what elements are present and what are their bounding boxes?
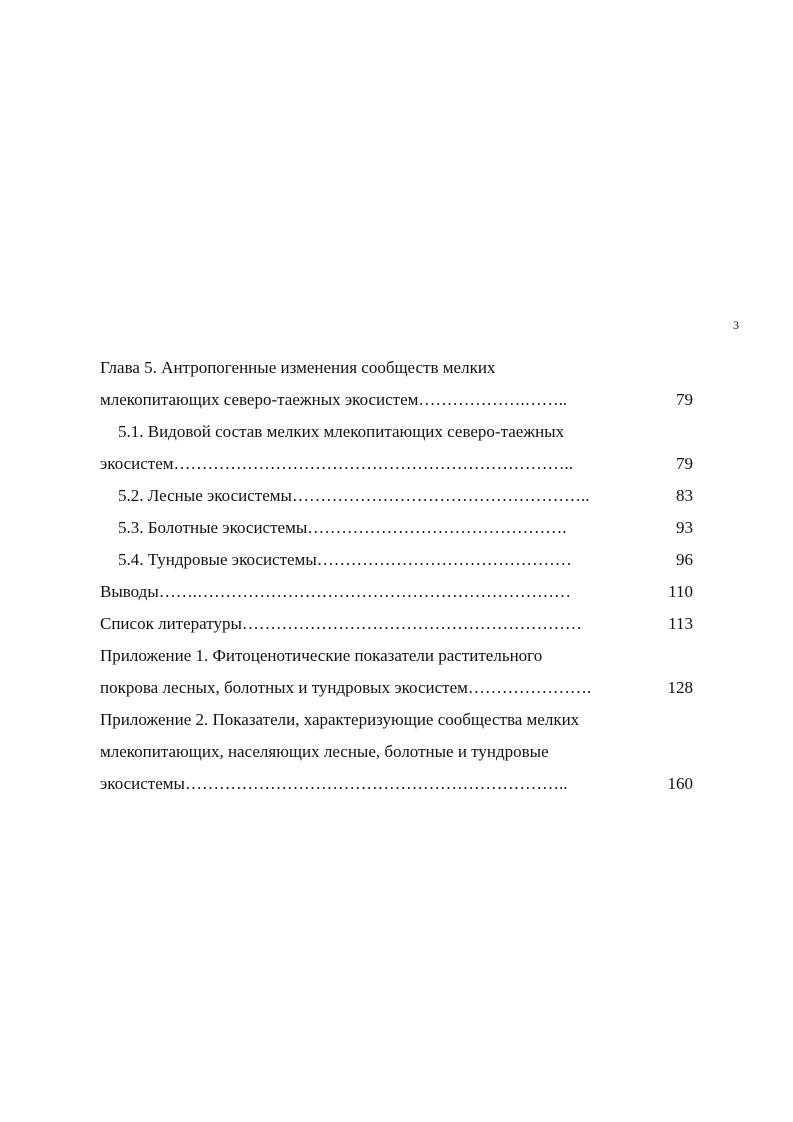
toc-entry-appendix-1 (0, 672, 793, 704)
table-of-contents (0, 352, 793, 800)
toc-entry-page: 110 (668, 582, 693, 601)
toc-entry-text: Приложение 1. Фитоценотические показатели растительного (100, 646, 543, 665)
toc-entry-conclusions (0, 576, 793, 608)
toc-entry-page: 160 (667, 774, 693, 793)
toc-entry-section-5-1 (0, 448, 793, 480)
toc-entry-text: экосистем…………………………………………………………….. (100, 454, 574, 473)
toc-entry-text: 5.4. Тундровые экосистемы……………………………………… (118, 550, 572, 569)
toc-entry-text: Глава 5. Антропогенные изменения сообществ мелких (100, 358, 496, 377)
toc-entry-text: Список литературы…………………………………………………… (100, 614, 582, 633)
toc-entry-page: 113 (668, 614, 693, 633)
toc-entry-text: 5.1. Видовой состав мелких млекопитающих северо-таежных (118, 422, 565, 441)
toc-entry-text: покрова лесных, болотных и тундровых экосистем…………………. (100, 678, 592, 697)
toc-entry-appendix-1-title (0, 640, 793, 672)
toc-entry-text: Приложение 2. Показатели, характеризующие сообщества мелких (100, 710, 580, 729)
toc-entry-page: 83 (676, 486, 693, 505)
toc-entry-text: экосистемы………………………………………………………….. (100, 774, 568, 793)
toc-entry-chapter-5 (0, 384, 793, 416)
toc-entry-section-5-3 (0, 512, 793, 544)
toc-entry-section-5-1-title (0, 416, 793, 448)
toc-entry-page: 79 (676, 390, 693, 409)
toc-entry-page: 96 (676, 550, 693, 569)
toc-entry-chapter-5-title (0, 352, 793, 384)
toc-entry-text: млекопитающих, населяющих лесные, болотные и тундровые (100, 742, 549, 761)
toc-entry-references (0, 608, 793, 640)
toc-entry-text: 5.3. Болотные экосистемы………………………………………. (118, 518, 567, 537)
toc-entry-appendix-2-continued (0, 736, 793, 768)
toc-entry-text: 5.2. Лесные экосистемы…………………………………………….. (118, 486, 590, 505)
page-number: 3 (733, 318, 739, 332)
toc-entry-appendix-2-title (0, 704, 793, 736)
toc-entry-appendix-2 (0, 768, 793, 800)
toc-entry-text: млекопитающих северо-таежных экосистем……………….…….. (100, 390, 568, 409)
toc-entry-text: Выводы…….………………………………………………………… (100, 582, 572, 601)
toc-entry-section-5-4 (0, 544, 793, 576)
toc-entry-page: 79 (676, 454, 693, 473)
toc-entry-section-5-2 (0, 480, 793, 512)
toc-entry-page: 128 (667, 678, 693, 697)
toc-entry-page: 93 (676, 518, 693, 537)
